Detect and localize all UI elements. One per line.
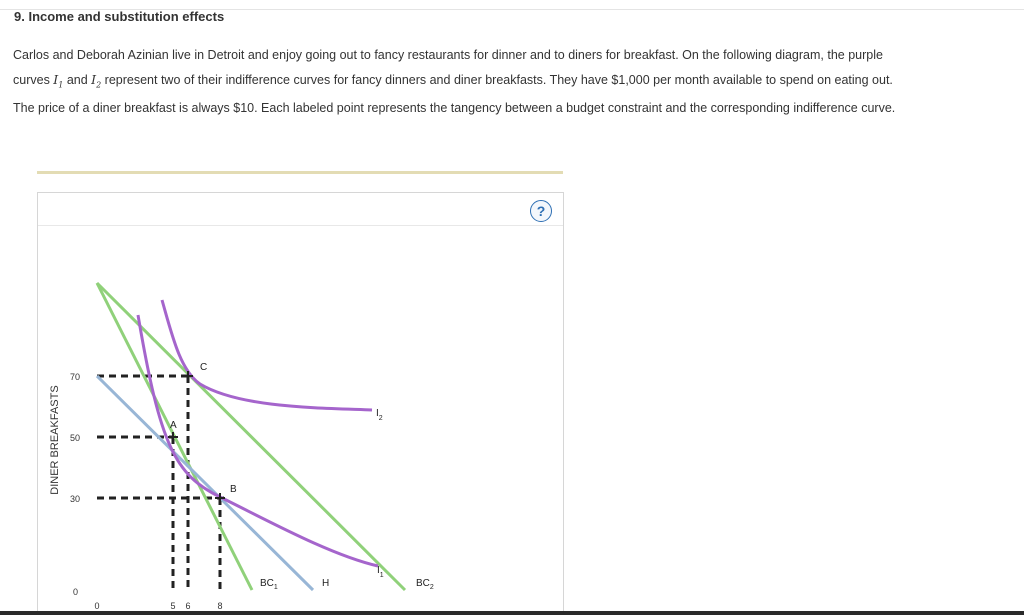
intro-text-2: and <box>63 72 92 87</box>
indifference-curve-i2 <box>162 300 372 410</box>
y-tick-0: 0 <box>72 587 78 597</box>
help-button[interactable]: ? <box>530 200 552 222</box>
intro-text-1: Carlos and Deborah Azinian live in Detroit and enjoy going out to fancy restaurants for dinner and to diners for breakfast. On the following diagram, the purple curves <box>13 48 883 87</box>
y-tick-50: 50 <box>69 433 80 443</box>
curve-label-i2: $I_2$ <box>376 408 383 422</box>
question-title: 9. Income and substitution effects <box>14 9 225 24</box>
i2-symbol: $I_2$ <box>91 71 102 89</box>
line-label-bc2: $BC_2$ <box>416 578 434 591</box>
line-label-bc1: $BC_1$ <box>260 578 278 591</box>
bottom-edge-bar <box>0 611 1024 615</box>
x-tick-0: 0 <box>94 601 100 611</box>
curve-label-i1: $I_1$ <box>377 565 384 579</box>
y-axis-label: DINER BREAKFASTS <box>49 385 61 495</box>
x-tick-8: 8 <box>217 601 223 611</box>
i1-symbol: $I_1$ <box>53 71 64 89</box>
point-label-b: B <box>230 484 237 495</box>
x-tick-5: 5 <box>170 601 176 611</box>
y-tick-30: 30 <box>69 494 80 504</box>
x-tick-6: 6 <box>185 601 191 611</box>
budget-line-bc2 <box>97 283 405 590</box>
point-label-a: A <box>170 420 177 431</box>
point-label-c: C <box>200 362 208 373</box>
hypothetical-line-h <box>97 376 313 590</box>
intro-text-3: represent two of their indifference curves for fancy dinners and diner breakfasts. They have $1,000 per month available to spend on eating out. The price of a diner breakfast is always $10. Each labeled point represents the tangency between a budget constraint and the corresponding indifference curve. <box>13 72 896 115</box>
line-label-h: H <box>322 578 330 589</box>
y-tick-70: 70 <box>69 372 80 382</box>
